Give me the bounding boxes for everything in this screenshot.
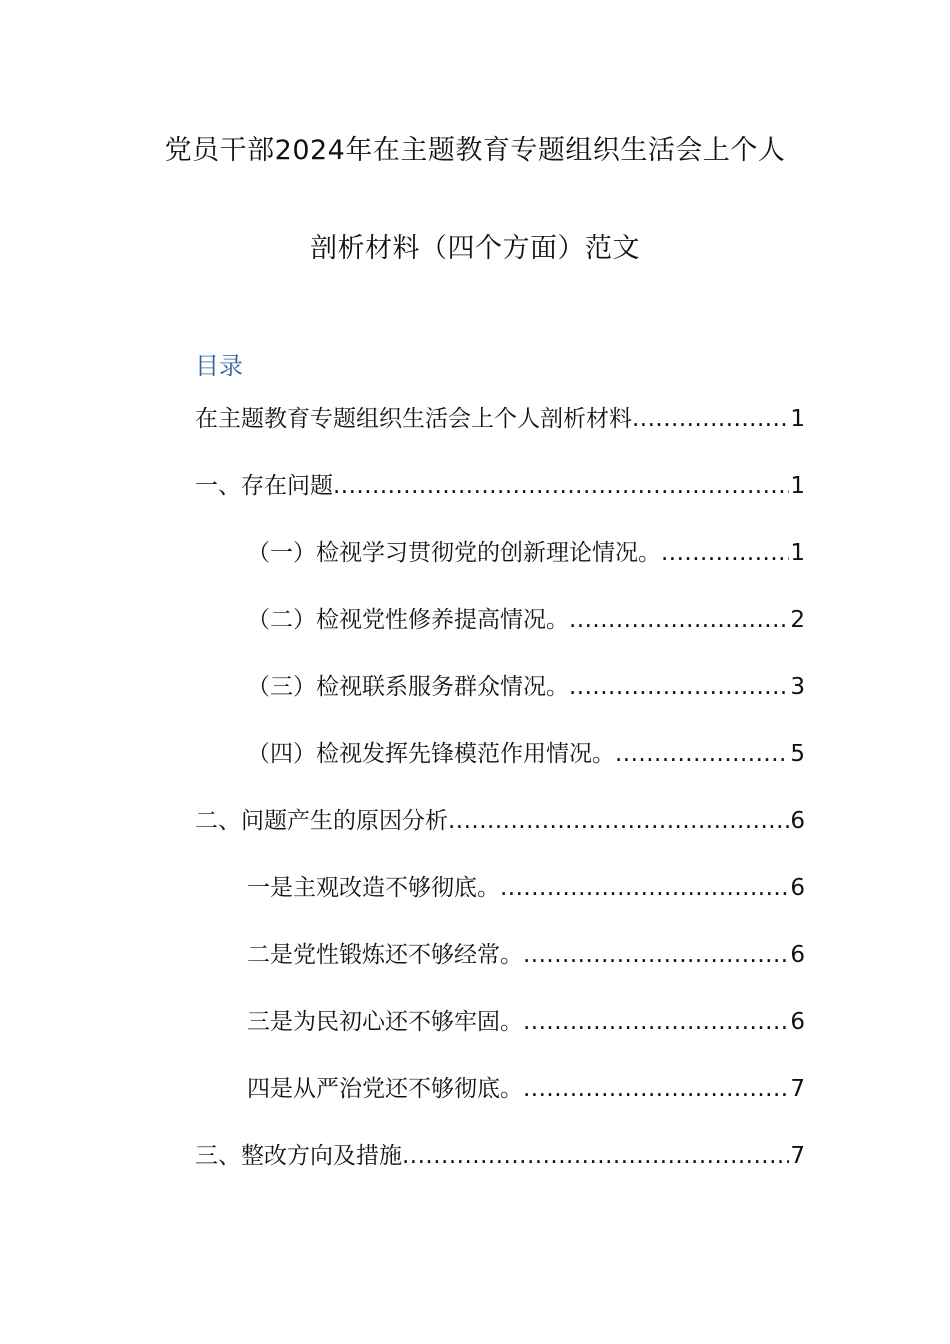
toc-entry-page: 6 bbox=[790, 875, 805, 901]
toc-entry-page: 2 bbox=[790, 607, 805, 633]
toc-entry[interactable] bbox=[195, 1136, 805, 1176]
toc-entry[interactable] bbox=[247, 667, 805, 707]
toc-entry-label: 一、存在问题 bbox=[195, 473, 333, 499]
toc-leader-dots bbox=[448, 801, 789, 841]
toc-entry[interactable] bbox=[247, 935, 805, 975]
toc-leader-dots bbox=[523, 1069, 789, 1109]
toc-entry-label: （四）检视发挥先锋模范作用情况。 bbox=[247, 741, 615, 767]
toc-leader-dots bbox=[523, 1002, 789, 1042]
toc-entry[interactable] bbox=[247, 868, 805, 908]
toc-entry-page: 1 bbox=[790, 473, 805, 499]
toc-entry[interactable] bbox=[195, 801, 805, 841]
toc-entry[interactable] bbox=[195, 466, 805, 506]
toc-leader-dots bbox=[569, 667, 789, 707]
toc-entry[interactable] bbox=[195, 399, 805, 439]
toc-entry-page: 7 bbox=[790, 1143, 805, 1169]
toc-entry-label: 三、整改方向及措施 bbox=[195, 1143, 402, 1169]
toc-leader-dots bbox=[615, 734, 789, 774]
toc-entry-label: 一是主观改造不够彻底。 bbox=[247, 875, 500, 901]
toc-entry[interactable] bbox=[247, 1069, 805, 1109]
document-title-line-1: 党员干部2024年在主题教育专题组织生活会上个人 bbox=[164, 135, 786, 166]
toc-entry-page: 1 bbox=[790, 540, 805, 566]
toc-entry-label: 二是党性锻炼还不够经常。 bbox=[247, 942, 523, 968]
toc-entry-label: （一）检视学习贯彻党的创新理论情况。 bbox=[247, 540, 661, 566]
toc-entry-page: 6 bbox=[790, 942, 805, 968]
toc-entry[interactable] bbox=[247, 600, 805, 640]
toc-heading: 目录 bbox=[195, 352, 243, 380]
toc-entry-label: 三是为民初心还不够牢固。 bbox=[247, 1009, 523, 1035]
toc-entry-label: （三）检视联系服务群众情况。 bbox=[247, 674, 569, 700]
toc-leader-dots bbox=[500, 868, 789, 908]
toc-leader-dots bbox=[661, 533, 789, 573]
toc-entry-label: 四是从严治党还不够彻底。 bbox=[247, 1076, 523, 1102]
toc-leader-dots bbox=[402, 1136, 789, 1176]
toc-leader-dots bbox=[523, 935, 789, 975]
toc-entry-page: 6 bbox=[790, 1009, 805, 1035]
toc-entry-page: 5 bbox=[790, 741, 805, 767]
toc-entry-page: 6 bbox=[790, 808, 805, 834]
toc-entry-page: 1 bbox=[790, 406, 805, 432]
document-title-line-2: 剖析材料（四个方面）范文 bbox=[310, 233, 640, 264]
toc-entry-label: 在主题教育专题组织生活会上个人剖析材料 bbox=[195, 406, 632, 432]
toc-leader-dots bbox=[632, 399, 789, 439]
toc-entry-label: 二、问题产生的原因分析 bbox=[195, 808, 448, 834]
toc-leader-dots bbox=[569, 600, 789, 640]
toc-entry-page: 7 bbox=[790, 1076, 805, 1102]
toc-entry[interactable] bbox=[247, 1002, 805, 1042]
toc-leader-dots bbox=[333, 466, 789, 506]
toc-entry[interactable] bbox=[247, 533, 805, 573]
toc-entry[interactable] bbox=[247, 734, 805, 774]
toc-entry-page: 3 bbox=[790, 674, 805, 700]
toc-entry-label: （二）检视党性修养提高情况。 bbox=[247, 607, 569, 633]
